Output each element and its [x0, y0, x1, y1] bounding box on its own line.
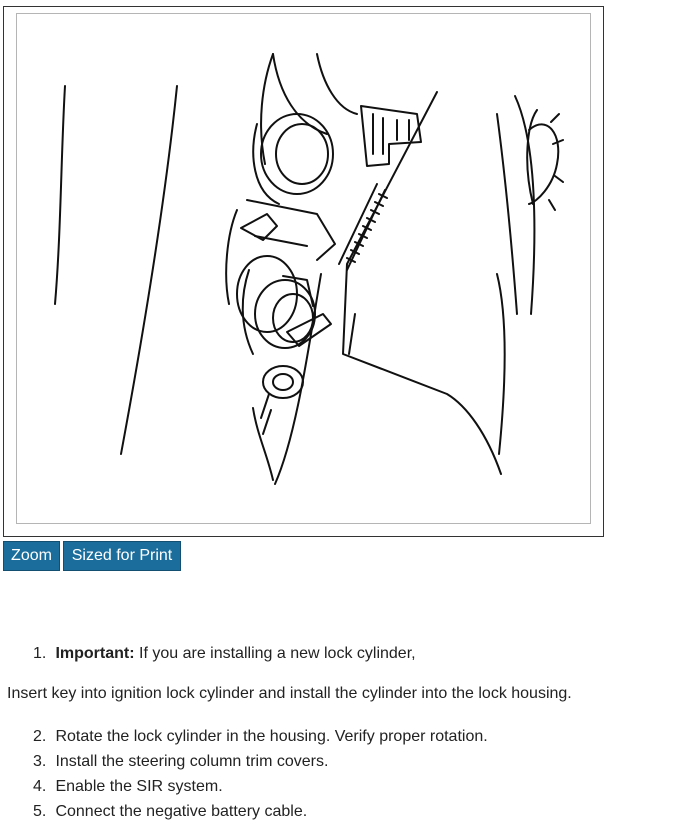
step-number: 5. — [33, 803, 47, 820]
ignition-lock-cylinder-drawing — [17, 14, 590, 523]
step-text: Install the steering column trim covers. — [55, 753, 329, 770]
step-1 — [33, 644, 416, 664]
step-number: 3. — [33, 753, 47, 770]
step-text: Enable the SIR system. — [55, 778, 223, 795]
step-text: Rotate the lock cylinder in the housing. Verify proper rotation. — [55, 728, 488, 745]
step-3 — [33, 752, 328, 772]
sized-for-print-button[interactable]: Sized for Print — [63, 541, 181, 571]
figure-frame — [3, 6, 604, 537]
step-number: 4. — [33, 778, 47, 795]
step-2 — [33, 727, 488, 747]
step-important-label: Important: — [55, 645, 135, 662]
step-number: 1. — [33, 645, 47, 662]
step-text: If you are installing a new lock cylinder, — [134, 645, 416, 662]
step-5 — [33, 802, 307, 822]
figure-illustration — [16, 13, 591, 524]
step-4 — [33, 777, 223, 797]
instruction-paragraph: Insert key into ignition lock cylinder and install the cylinder into the lock housing. — [7, 685, 572, 702]
step-number: 2. — [33, 728, 47, 745]
zoom-button[interactable]: Zoom — [3, 541, 60, 571]
step-text: Connect the negative battery cable. — [55, 803, 308, 820]
